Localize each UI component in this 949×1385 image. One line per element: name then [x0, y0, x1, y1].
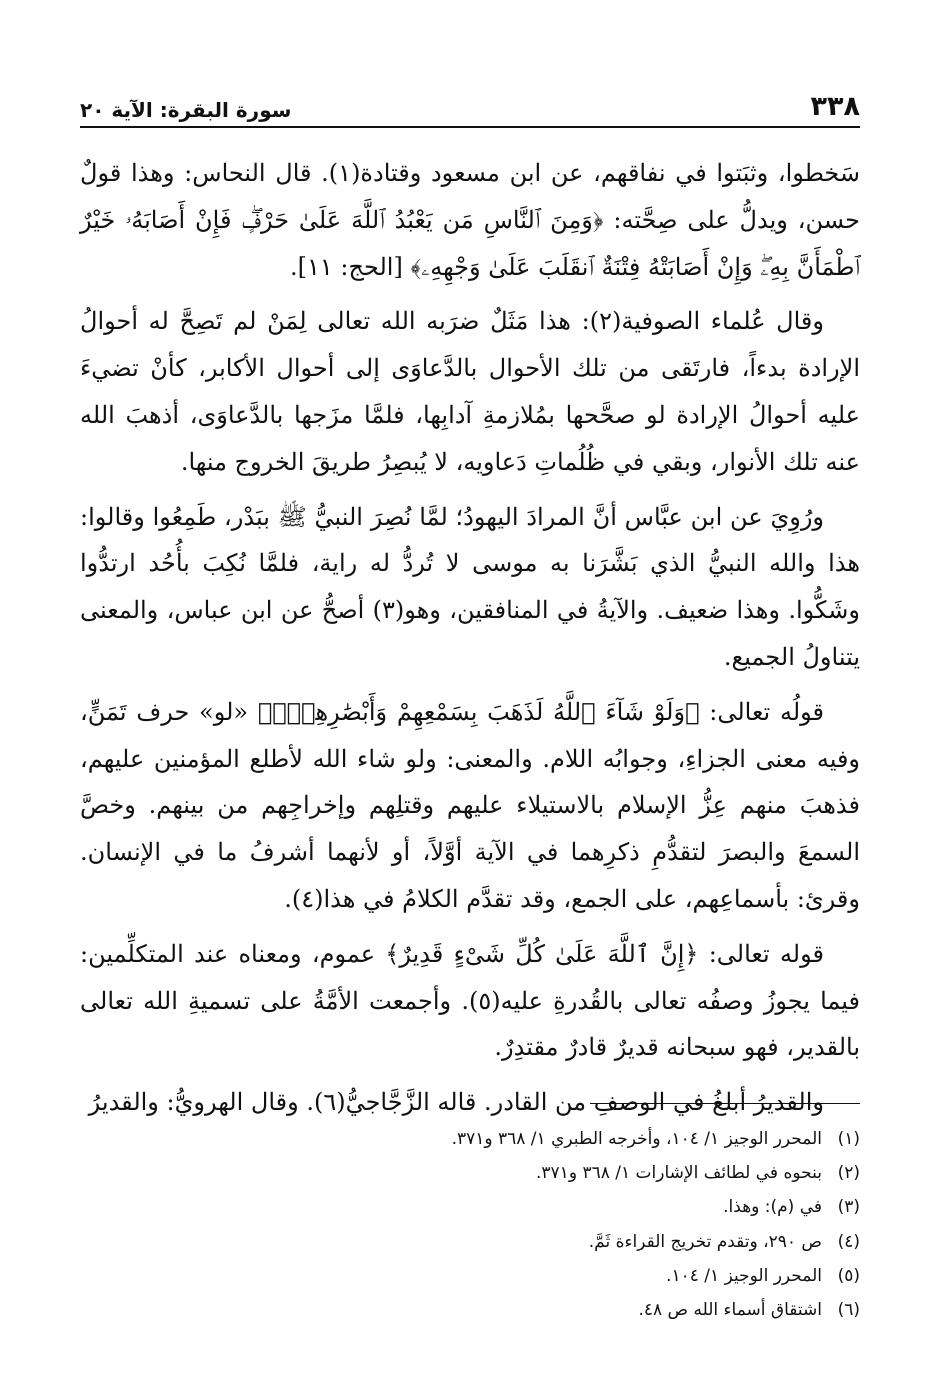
paragraph: ورُوِيَ عن ابن عبَّاس أنَّ المرادَ اليهودُ؛ لمَّا نُصِرَ النبيُّ ﷺ ببَدْر، طَمِعُوا وقالوا: هذا والله النبيُّ الذي بَشَّرَنا به موسى لا تُردُّ له راية، فلمَّا نُكِبَ بأُحُد ارتدُّوا وشَكُّوا. وهذا ضعيف. والآيةُ في المنافقين، وهو(٣) أصحُّ عن ابن عباس، والمعنى يتناولُ الجميع. [80, 502, 860, 671]
footnote [80, 1259, 860, 1293]
footnote-rule [590, 1103, 860, 1104]
running-header [80, 88, 860, 122]
footnote-number: (٦) [837, 1299, 860, 1320]
running-title: سورة البقرة: الآية ٢٠ [80, 98, 292, 122]
footnote-text: بنحوه في لطائف الإشارات ١/ ٣٦٨ و٣٧١. [536, 1163, 822, 1184]
paragraph: قولُه تعالى: ﴿وَلَوْ شَآءَ ٱللَّهُ لَذَهَبَ بِسَمْعِهِمْ وَأَبْصَٰرِهِمْۚ﴾ «لو» حرف تَمَنٍّ، وفيه معنى الجزاءِ، وجوابُه اللام. والمعنى: ولو شاء الله لأطلع المؤمنين عليهم، فذهبَ منهم عِزُّ الإسلام بالاستيلاء عليهم وقتلِهم وإخراجِهم من بينهم. وخصَّ السمعَ والبصرَ لتقدُّمِ ذكرِهما في الآية أوَّلاً، أو لأنهما أشرفُ ما في الإنسان. وقرئ: بأسماعِهم، على الجمع، وقد تقدَّم الكلامُ في هذا(٤). [80, 697, 860, 913]
footnote-text: المحرر الوجيز ١/ ١٠٤، وأخرجه الطبري ١/ ٣٦٨ و٣٧١. [451, 1129, 822, 1149]
paragraph: والقديرُ أبلغُ في الوصفِ من القادر. قاله الزَّجَّاجيُّ(٦). وقال الهرويُّ: والقديرُ [88, 1088, 824, 1117]
paragraph: سَخطوا، وثبَتوا في نفاقهم، عن ابن مسعود وقتادة(١). قال النحاس: وهذا قولٌ حسن، ويدلُّ على صِحَّته: ﴿وَمِنَ ٱلنَّاسِ مَن يَعْبُدُ ٱللَّهَ عَلَىٰ حَرْفٍۖ فَإِنْ أَصَابَهُۥ خَيْرٌ ٱطْمَأَنَّ بِهِۦۖ وَإِنْ أَصَابَتْهُ فِتْنَةٌ ٱنقَلَبَ عَلَىٰ وَجْهِهِۦ﴾ [الحج: ١١]. [80, 159, 860, 281]
footnote-number: (٣) [837, 1197, 860, 1218]
footnote-number: (٢) [837, 1163, 860, 1184]
footnote-text: في (م): وهذا. [723, 1197, 822, 1218]
paragraph: وقال عُلماء الصوفية(٢): هذا مَثَلٌ ضرَبه الله تعالى لِمَنْ لم تَصِحَّ له أحوالُ الإرادة بدءاً، فارتَقى من تلك الأحوال بالدَّعاوَى إلى أحوال الأكابر، كأنْ تضيءَ عليه أحوالُ الإرادة لو صحَّحها بمُلازمةِ آدابِها، فلمَّا مزَجها بالدَّعاوَى، أذهبَ الله عنه تلك الأنوار، وبقي في ظُلُماتِ دَعاويه، لا يُبصِرُ طريقَ الخروج منها. [80, 307, 860, 476]
footnote [80, 1225, 860, 1259]
footnote [80, 1190, 860, 1224]
paragraph: قوله تعالى: ﴿إِنَّ ٱللَّهَ عَلَىٰ كُلِّ شَىْءٍ قَدِيرٌ﴾ عموم، ومعناه عند المتكلِّمين: فيما يجوزُ وصفُه تعالى بالقُدرةِ عليه(٥). وأجمعت الأمَّةُ على تسميةِ الله تعالى بالقدير، فهو سبحانه قديرٌ قادرٌ مقتدِرٌ. [80, 939, 861, 1062]
footnote [80, 1122, 860, 1156]
footnote-number: (٤) [837, 1231, 860, 1252]
footnote [80, 1293, 860, 1327]
footnotes [80, 1122, 860, 1327]
header-rule [80, 126, 860, 128]
footnote-text: اشتقاق أسماء الله ص ٤٨. [638, 1299, 822, 1320]
footnote-number: (١) [837, 1129, 860, 1149]
footnote-text: المحرر الوجيز ١/ ١٠٤. [666, 1265, 822, 1286]
main-text [80, 150, 860, 1134]
footnote-number: (٥) [837, 1265, 860, 1286]
footnote-text: ص ٢٩٠، وتقدم تخريج القراءة ثَمَّ. [588, 1231, 822, 1252]
page-number: ٣٣٨ [810, 91, 860, 122]
footnote [80, 1156, 860, 1190]
